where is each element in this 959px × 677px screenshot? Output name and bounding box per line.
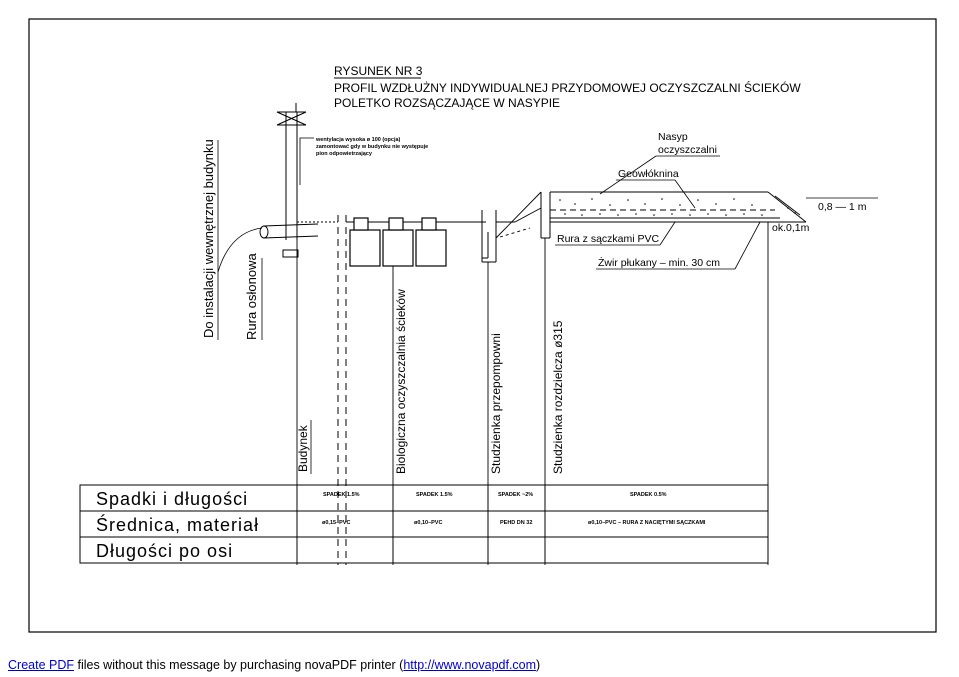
leader-zwir (735, 222, 760, 269)
table-cell-spadek-2: SPADEK 1.5% (416, 492, 453, 498)
table-row-label-spadki: Spadki i długości (96, 489, 249, 509)
footer-link-create-pdf[interactable]: Create PDF (8, 658, 74, 672)
label-rura-oslonowa: Rura osłonowa (244, 253, 259, 340)
label-depth: 0,8 — 1 m (818, 201, 867, 213)
treatment-plant-tanks (350, 218, 446, 266)
footer-text-end: ) (536, 658, 541, 672)
label-zwir: Żwir płukany – min. 30 cm (598, 257, 720, 269)
building-dashed-lines (338, 215, 346, 565)
drawing-title-line2: POLETKO ROZSĄCZAJĄCE W NASYPIE (334, 96, 561, 110)
label-nasyp-line1: Nasyp (658, 131, 688, 143)
embankment-body (550, 192, 806, 222)
label-geowloknina: Geowłóknina (618, 168, 679, 180)
table-cell-spadek-1: SPADEK 1.5% (323, 492, 360, 498)
table-cell-srednica-2: ø0,10–PVC (414, 520, 443, 526)
reference-lines (297, 222, 768, 565)
table-row-label-srednica: Średnica, materiał (96, 515, 260, 535)
label-przepompownia: Studzienka przepompowni (489, 333, 503, 474)
table-cell-srednica-4: ø0,10–PVC – RURA Z NACIĘTYMI SĄCZKAMI (588, 520, 706, 526)
label-instalacja: Do instalacji wewnętrznej budynku (201, 139, 216, 338)
label-nasyp-line2: oczyszczalni (658, 144, 717, 156)
gravel-texture (559, 198, 796, 216)
vent-note-leader (300, 138, 314, 185)
vent-note-line2: zamontować gdy w budynku nie występuje (316, 144, 429, 150)
protective-pipe (260, 224, 318, 257)
pdf-footer (8, 658, 540, 672)
vent-note-line1: wentylacja wysoka ø 100 (opcja) (316, 137, 401, 143)
table-cell-srednica-3: PEHD DN 32 (500, 520, 533, 526)
vent-pipe (277, 103, 306, 240)
embankment-left-slope (496, 192, 541, 238)
vent-note-line3: pion odpowietrzający (316, 151, 372, 157)
leader-geowloknina (675, 180, 695, 208)
leader-rura-saczki (660, 222, 675, 245)
table-cell-srednica-1: ø0,15–PVC (322, 520, 351, 526)
label-rozdzielcza: Studzienka rozdzielcza ø315 (551, 320, 565, 474)
label-budynek: Budynek (296, 425, 310, 472)
label-ok: ok.0,1m (772, 222, 810, 234)
table-row-label-dlugosci: Długości po osi (96, 541, 234, 561)
table-cell-spadek-3: SPADEK ~2% (498, 492, 534, 498)
drawing-title-line1: PROFIL WZDŁUŻNY INDYWIDUALNEJ PRZYDOMOWEJ OCZYSZCZALNI ŚCIEKÓW (334, 81, 801, 95)
distribution-chamber (541, 192, 550, 238)
pump-chamber (482, 210, 496, 262)
table-cell-spadek-4: SPADEK 0.5% (630, 492, 667, 498)
label-rura-saczki: Rura z sączkami PVC (557, 233, 660, 245)
footer-text-mid: files without this message by purchasing novaPDF printer ( (74, 658, 404, 672)
drawing-number: RYSUNEK NR 3 (334, 64, 423, 78)
footer-link-novapdf[interactable]: http://www.novapdf.com (403, 658, 537, 672)
label-oczyszczalnia: Biologiczna oczyszczalnia ścieków (394, 289, 408, 474)
